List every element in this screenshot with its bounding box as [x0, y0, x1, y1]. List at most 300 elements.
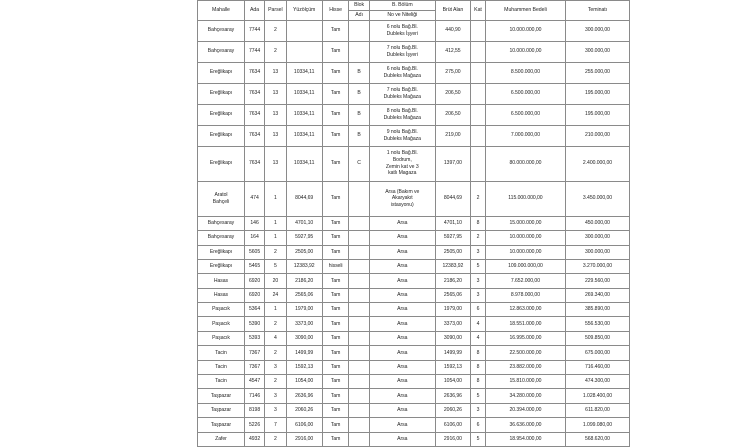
- cell-kat: 3: [471, 288, 486, 302]
- cell-blok-adi: [349, 20, 369, 41]
- cell-parsel: 13: [265, 83, 286, 104]
- cell-parsel: 3: [265, 403, 286, 417]
- cell-ada: 7744: [244, 20, 264, 41]
- column-header-hisse: Hisse: [322, 1, 349, 21]
- table-row: [198, 245, 630, 259]
- cell-bagimsiz-bolum: 8 nolu Bağ.Bl. Dubleks Mağaza: [369, 104, 435, 125]
- cell-teminat: 568.620,00: [565, 432, 629, 446]
- cell-kat: 8: [471, 216, 486, 230]
- cell-bagimsiz-bolum: Arsa: [369, 303, 435, 317]
- cell-parsel: 1: [265, 231, 286, 245]
- cell-kat: [471, 104, 486, 125]
- cell-ada: 8198: [244, 403, 264, 417]
- table-row: [198, 216, 630, 230]
- cell-bagimsiz-bolum: Arsa: [369, 389, 435, 403]
- cell-muhammen-bedeli: 7.000.000,00: [485, 125, 565, 146]
- cell-bagimsiz-bolum: Arsa: [369, 245, 435, 259]
- cell-teminat: 556.530,00: [565, 317, 629, 331]
- cell-kat: [471, 146, 486, 181]
- cell-blok-adi: [349, 216, 369, 230]
- cell-hisse: hisseli: [322, 259, 349, 273]
- property-listing-table: [197, 0, 630, 447]
- table-row: [198, 104, 630, 125]
- cell-yuzolcum: [286, 41, 322, 62]
- cell-brut-alan: 3373,00: [435, 317, 470, 331]
- cell-bagimsiz-bolum: Arsa (Bakım ve Akaryakıt istasyonu): [369, 181, 435, 216]
- cell-hisse: Tam: [322, 317, 349, 331]
- cell-teminat: 2.400.000,00: [565, 146, 629, 181]
- cell-hisse: Tam: [322, 303, 349, 317]
- cell-parsel: 4: [265, 331, 286, 345]
- cell-ada: 146: [244, 216, 264, 230]
- cell-muhammen-bedeli: 16.995.000,00: [485, 331, 565, 345]
- cell-brut-alan: 12383,92: [435, 259, 470, 273]
- table-header: [198, 1, 630, 21]
- column-header-muhammen-bedeli: Muhammen Bedeli: [485, 1, 565, 21]
- cell-ada: 7744: [244, 41, 264, 62]
- cell-teminat: 300.000,00: [565, 245, 629, 259]
- cell-ada: 4932: [244, 432, 264, 446]
- cell-bagimsiz-bolum: Arsa: [369, 259, 435, 273]
- cell-blok-adi: [349, 317, 369, 331]
- cell-teminat: 300.000,00: [565, 231, 629, 245]
- column-header-ada: Ada: [244, 1, 264, 21]
- cell-kat: 3: [471, 274, 486, 288]
- cell-muhammen-bedeli: 8.978.000,00: [485, 288, 565, 302]
- table-row: [198, 146, 630, 181]
- cell-yuzolcum: 2505,00: [286, 245, 322, 259]
- cell-mahalle: Paşacık: [198, 303, 245, 317]
- cell-yuzolcum: 10334,11: [286, 62, 322, 83]
- cell-mahalle: Taşpazar: [198, 418, 245, 432]
- cell-brut-alan: 2636,96: [435, 389, 470, 403]
- cell-hisse: Tam: [322, 104, 349, 125]
- cell-mahalle: Taşpazar: [198, 403, 245, 417]
- cell-hisse: Tam: [322, 62, 349, 83]
- cell-yuzolcum: 4701,10: [286, 216, 322, 230]
- cell-teminat: 474.300,00: [565, 375, 629, 389]
- cell-teminat: 385.890,00: [565, 303, 629, 317]
- cell-hisse: Tam: [322, 216, 349, 230]
- cell-blok-adi: [349, 375, 369, 389]
- cell-brut-alan: 2565,06: [435, 288, 470, 302]
- cell-bagimsiz-bolum: Arsa: [369, 375, 435, 389]
- table-row: [198, 389, 630, 403]
- cell-bagimsiz-bolum: Arsa: [369, 216, 435, 230]
- cell-blok-adi: [349, 389, 369, 403]
- cell-muhammen-bedeli: 10.000.000,00: [485, 245, 565, 259]
- cell-ada: 4547: [244, 375, 264, 389]
- table-row: [198, 317, 630, 331]
- cell-kat: 3: [471, 403, 486, 417]
- cell-mahalle: Ereğlikapı: [198, 83, 245, 104]
- cell-muhammen-bedeli: 10.000.000,00: [485, 231, 565, 245]
- table-row: [198, 83, 630, 104]
- cell-kat: 4: [471, 317, 486, 331]
- cell-hisse: Tam: [322, 331, 349, 345]
- cell-bagimsiz-bolum: Arsa: [369, 274, 435, 288]
- cell-brut-alan: 2505,00: [435, 245, 470, 259]
- cell-teminat: 195.000,00: [565, 104, 629, 125]
- cell-mahalle: Ereğlikapı: [198, 125, 245, 146]
- cell-yuzolcum: [286, 20, 322, 41]
- cell-parsel: 7: [265, 418, 286, 432]
- cell-muhammen-bedeli: 34.280.000,00: [485, 389, 565, 403]
- column-header-teminat: Teminatı: [565, 1, 629, 21]
- cell-hisse: Tam: [322, 360, 349, 374]
- cell-kat: [471, 41, 486, 62]
- cell-ada: 5605: [244, 245, 264, 259]
- table-row: [198, 360, 630, 374]
- cell-parsel: 13: [265, 62, 286, 83]
- table-row: [198, 375, 630, 389]
- cell-bagimsiz-bolum: Arsa: [369, 331, 435, 345]
- cell-blok-adi: [349, 181, 369, 216]
- cell-parsel: 20: [265, 274, 286, 288]
- table-row: [198, 403, 630, 417]
- cell-yuzolcum: 10334,11: [286, 83, 322, 104]
- table-row: [198, 259, 630, 273]
- table-row: [198, 181, 630, 216]
- cell-blok-adi: [349, 331, 369, 345]
- cell-mahalle: Tacin: [198, 360, 245, 374]
- cell-blok-adi: [349, 231, 369, 245]
- cell-kat: 5: [471, 432, 486, 446]
- cell-hisse: Tam: [322, 181, 349, 216]
- cell-brut-alan: 275,00: [435, 62, 470, 83]
- cell-hisse: Tam: [322, 375, 349, 389]
- cell-muhammen-bedeli: 15.000.000,00: [485, 216, 565, 230]
- cell-muhammen-bedeli: 22.500.000,00: [485, 346, 565, 360]
- column-header-mahalle: Mahalle: [198, 1, 245, 21]
- cell-teminat: 675.000,00: [565, 346, 629, 360]
- cell-mahalle: Aratol Bahçeli: [198, 181, 245, 216]
- cell-hisse: Tam: [322, 146, 349, 181]
- cell-brut-alan: 1979,00: [435, 303, 470, 317]
- cell-kat: 3: [471, 245, 486, 259]
- cell-muhammen-bedeli: 20.394.000,00: [485, 403, 565, 417]
- cell-blok-adi: [349, 403, 369, 417]
- cell-hisse: Tam: [322, 41, 349, 62]
- cell-ada: 164: [244, 231, 264, 245]
- cell-parsel: 13: [265, 104, 286, 125]
- cell-ada: 5226: [244, 418, 264, 432]
- cell-yuzolcum: 2060,26: [286, 403, 322, 417]
- cell-parsel: 2: [265, 41, 286, 62]
- cell-teminat: 195.000,00: [565, 83, 629, 104]
- cell-yuzolcum: 6106,00: [286, 418, 322, 432]
- cell-bagimsiz-bolum: Arsa: [369, 360, 435, 374]
- column-header-parsel: Parsel: [265, 1, 286, 21]
- cell-yuzolcum: 2636,96: [286, 389, 322, 403]
- cell-mahalle: Bahçesaray: [198, 41, 245, 62]
- cell-mahalle: Ereğlikapı: [198, 146, 245, 181]
- cell-brut-alan: 2916,00: [435, 432, 470, 446]
- cell-hisse: Tam: [322, 125, 349, 146]
- cell-muhammen-bedeli: 115.000.000,00: [485, 181, 565, 216]
- cell-muhammen-bedeli: 36.636.000,00: [485, 418, 565, 432]
- cell-yuzolcum: 2186,20: [286, 274, 322, 288]
- cell-hisse: Tam: [322, 346, 349, 360]
- table-row: [198, 41, 630, 62]
- table-row: [198, 432, 630, 446]
- cell-bagimsiz-bolum: Arsa: [369, 288, 435, 302]
- cell-ada: 474: [244, 181, 264, 216]
- cell-blok-adi: [349, 274, 369, 288]
- cell-kat: 4: [471, 331, 486, 345]
- column-header-blok-top: Blok: [349, 1, 368, 11]
- cell-yuzolcum: 3373,00: [286, 317, 322, 331]
- cell-muhammen-bedeli: 18.551.000,00: [485, 317, 565, 331]
- cell-muhammen-bedeli: 12.863.000,00: [485, 303, 565, 317]
- cell-yuzolcum: 1979,00: [286, 303, 322, 317]
- cell-parsel: 2: [265, 375, 286, 389]
- cell-kat: [471, 20, 486, 41]
- cell-parsel: 3: [265, 389, 286, 403]
- cell-blok-adi: C: [349, 146, 369, 181]
- column-header-blok-bottom: Adı: [355, 11, 363, 18]
- column-header-bolum-bottom: No ve Niteliği: [387, 11, 418, 18]
- column-header-blok: [349, 1, 369, 21]
- cell-ada: 7634: [244, 125, 264, 146]
- cell-yuzolcum: 3090,00: [286, 331, 322, 345]
- cell-yuzolcum: 2565,06: [286, 288, 322, 302]
- cell-blok-adi: B: [349, 125, 369, 146]
- cell-brut-alan: 4701,10: [435, 216, 470, 230]
- cell-mahalle: Ereğlikapı: [198, 104, 245, 125]
- cell-blok-adi: [349, 303, 369, 317]
- cell-brut-alan: 1592,13: [435, 360, 470, 374]
- cell-blok-adi: B: [349, 62, 369, 83]
- cell-bagimsiz-bolum: Arsa: [369, 346, 435, 360]
- cell-hisse: Tam: [322, 389, 349, 403]
- cell-bagimsiz-bolum: Arsa: [369, 231, 435, 245]
- cell-ada: 6920: [244, 274, 264, 288]
- cell-parsel: 1: [265, 303, 286, 317]
- cell-bagimsiz-bolum: 6 nolu Bağ.Bl. Dubleks İşyeri: [369, 20, 435, 41]
- cell-yuzolcum: 12383,92: [286, 259, 322, 273]
- table-row: [198, 125, 630, 146]
- cell-parsel: 2: [265, 317, 286, 331]
- cell-bagimsiz-bolum: Arsa: [369, 317, 435, 331]
- cell-brut-alan: 206,50: [435, 83, 470, 104]
- cell-kat: 2: [471, 231, 486, 245]
- cell-kat: 5: [471, 389, 486, 403]
- cell-mahalle: Bahçesaray: [198, 231, 245, 245]
- cell-hisse: Tam: [322, 231, 349, 245]
- cell-mahalle: Paşacık: [198, 317, 245, 331]
- cell-brut-alan: 8044,69: [435, 181, 470, 216]
- cell-ada: 7146: [244, 389, 264, 403]
- table-body: [198, 20, 630, 446]
- property-listing-table-container: [197, 0, 630, 447]
- cell-kat: 8: [471, 346, 486, 360]
- cell-parsel: 3: [265, 360, 286, 374]
- cell-teminat: 269.340,00: [565, 288, 629, 302]
- cell-mahalle: Tacin: [198, 346, 245, 360]
- table-row: [198, 20, 630, 41]
- cell-muhammen-bedeli: 10.000.000,00: [485, 41, 565, 62]
- cell-brut-alan: 206,50: [435, 104, 470, 125]
- table-row: [198, 303, 630, 317]
- cell-hisse: Tam: [322, 288, 349, 302]
- cell-ada: 7634: [244, 62, 264, 83]
- column-header-bagimsiz-bolum: [369, 1, 435, 21]
- cell-bagimsiz-bolum: Arsa: [369, 403, 435, 417]
- cell-brut-alan: 1397,00: [435, 146, 470, 181]
- cell-mahalle: Tacin: [198, 375, 245, 389]
- cell-mahalle: Bahçesaray: [198, 20, 245, 41]
- cell-blok-adi: [349, 346, 369, 360]
- cell-kat: 5: [471, 259, 486, 273]
- cell-bagimsiz-bolum: 1 nolu Bağ.Bl. Bodrum, Zemin kat ve 3 katlı Magaza: [369, 146, 435, 181]
- cell-brut-alan: 1054,00: [435, 375, 470, 389]
- cell-muhammen-bedeli: 7.652.000,00: [485, 274, 565, 288]
- cell-brut-alan: 3090,00: [435, 331, 470, 345]
- cell-teminat: 300.000,00: [565, 41, 629, 62]
- cell-ada: 7634: [244, 146, 264, 181]
- cell-kat: 6: [471, 303, 486, 317]
- cell-brut-alan: 2186,20: [435, 274, 470, 288]
- cell-brut-alan: 5927,95: [435, 231, 470, 245]
- cell-muhammen-bedeli: 6.500.000,00: [485, 83, 565, 104]
- cell-teminat: 229.560,00: [565, 274, 629, 288]
- cell-mahalle: Ereğlikapı: [198, 245, 245, 259]
- cell-mahalle: Taşpazar: [198, 389, 245, 403]
- cell-blok-adi: B: [349, 83, 369, 104]
- cell-muhammen-bedeli: 18.954.000,00: [485, 432, 565, 446]
- cell-ada: 7367: [244, 346, 264, 360]
- cell-muhammen-bedeli: 15.810.000,00: [485, 375, 565, 389]
- cell-mahalle: Bahçesaray: [198, 216, 245, 230]
- table-row: [198, 231, 630, 245]
- table-row: [198, 274, 630, 288]
- cell-ada: 7634: [244, 104, 264, 125]
- cell-kat: 2: [471, 181, 486, 216]
- cell-bagimsiz-bolum: 9 nolu Bağ.Bl. Dubleks Mağaza: [369, 125, 435, 146]
- cell-parsel: 13: [265, 146, 286, 181]
- cell-yuzolcum: 1592,13: [286, 360, 322, 374]
- cell-teminat: 300.000,00: [565, 20, 629, 41]
- cell-brut-alan: 219,00: [435, 125, 470, 146]
- column-header-brut-alan: Brüt Alan: [435, 1, 470, 21]
- cell-kat: 8: [471, 360, 486, 374]
- cell-kat: [471, 62, 486, 83]
- cell-hisse: Tam: [322, 403, 349, 417]
- cell-kat: [471, 83, 486, 104]
- cell-ada: 7367: [244, 360, 264, 374]
- cell-kat: 6: [471, 418, 486, 432]
- cell-yuzolcum: 10334,11: [286, 125, 322, 146]
- cell-yuzolcum: 1499,99: [286, 346, 322, 360]
- cell-bagimsiz-bolum: 7 nolu Bağ.Bl. Dubleks Mağaza: [369, 83, 435, 104]
- cell-blok-adi: [349, 432, 369, 446]
- cell-hisse: Tam: [322, 274, 349, 288]
- table-row: [198, 346, 630, 360]
- cell-hisse: Tam: [322, 245, 349, 259]
- cell-ada: 5393: [244, 331, 264, 345]
- cell-teminat: 509.850,00: [565, 331, 629, 345]
- cell-blok-adi: B: [349, 104, 369, 125]
- cell-yuzolcum: 1054,00: [286, 375, 322, 389]
- cell-yuzolcum: 8044,69: [286, 181, 322, 216]
- cell-muhammen-bedeli: 109.000.000,00: [485, 259, 565, 273]
- cell-teminat: 450.000,00: [565, 216, 629, 230]
- cell-teminat: 716.460,00: [565, 360, 629, 374]
- cell-parsel: 13: [265, 125, 286, 146]
- cell-ada: 6920: [244, 288, 264, 302]
- cell-teminat: 255.000,00: [565, 62, 629, 83]
- cell-mahalle: Zafer: [198, 432, 245, 446]
- cell-brut-alan: 440,90: [435, 20, 470, 41]
- column-header-kat: Kat: [471, 1, 486, 21]
- table-row: [198, 62, 630, 83]
- cell-blok-adi: [349, 245, 369, 259]
- cell-teminat: 3.450.000,00: [565, 181, 629, 216]
- cell-bagimsiz-bolum: 7 nolu Bağ.Bl. Dubleks İşyeri: [369, 41, 435, 62]
- cell-hisse: Tam: [322, 83, 349, 104]
- cell-parsel: 24: [265, 288, 286, 302]
- column-header-bolum-top: B. Bölüm: [370, 1, 435, 11]
- cell-teminat: 3.270.000,00: [565, 259, 629, 273]
- cell-teminat: 210.000,00: [565, 125, 629, 146]
- cell-mahalle: Ereğlikapı: [198, 62, 245, 83]
- table-row: [198, 331, 630, 345]
- cell-mahalle: Hasas: [198, 288, 245, 302]
- cell-yuzolcum: 5927,95: [286, 231, 322, 245]
- cell-hisse: Tam: [322, 418, 349, 432]
- cell-blok-adi: [349, 360, 369, 374]
- cell-parsel: 2: [265, 20, 286, 41]
- cell-parsel: 1: [265, 216, 286, 230]
- cell-parsel: 2: [265, 432, 286, 446]
- column-header-yuzolcum: Yüzölçüm: [286, 1, 322, 21]
- cell-mahalle: Ereğlikapı: [198, 259, 245, 273]
- cell-ada: 7634: [244, 83, 264, 104]
- cell-mahalle: Paşacık: [198, 331, 245, 345]
- cell-brut-alan: 2060,26: [435, 403, 470, 417]
- cell-parsel: 2: [265, 346, 286, 360]
- cell-bagimsiz-bolum: Arsa: [369, 418, 435, 432]
- cell-muhammen-bedeli: 10.000.000,00: [485, 20, 565, 41]
- cell-yuzolcum: 10334,11: [286, 146, 322, 181]
- cell-brut-alan: 1499,99: [435, 346, 470, 360]
- cell-yuzolcum: 10334,11: [286, 104, 322, 125]
- cell-kat: 8: [471, 375, 486, 389]
- cell-hisse: Tam: [322, 20, 349, 41]
- cell-brut-alan: 6106,00: [435, 418, 470, 432]
- cell-teminat: 611.820,00: [565, 403, 629, 417]
- cell-teminat: 1.028.400,00: [565, 389, 629, 403]
- cell-hisse: Tam: [322, 432, 349, 446]
- cell-bagimsiz-bolum: 6 nolu Bağ.Bl. Dubleks Mağaza: [369, 62, 435, 83]
- cell-muhammen-bedeli: 80.000.000,00: [485, 146, 565, 181]
- cell-blok-adi: [349, 288, 369, 302]
- cell-muhammen-bedeli: 6.500.000,00: [485, 104, 565, 125]
- table-row: [198, 288, 630, 302]
- cell-ada: 5465: [244, 259, 264, 273]
- cell-parsel: 1: [265, 181, 286, 216]
- cell-ada: 5364: [244, 303, 264, 317]
- cell-muhammen-bedeli: 8.500.000,00: [485, 62, 565, 83]
- cell-bagimsiz-bolum: Arsa: [369, 432, 435, 446]
- cell-brut-alan: 412,55: [435, 41, 470, 62]
- cell-ada: 5390: [244, 317, 264, 331]
- cell-yuzolcum: 2916,00: [286, 432, 322, 446]
- cell-blok-adi: [349, 259, 369, 273]
- cell-teminat: 1.099.080,00: [565, 418, 629, 432]
- cell-mahalle: Hasas: [198, 274, 245, 288]
